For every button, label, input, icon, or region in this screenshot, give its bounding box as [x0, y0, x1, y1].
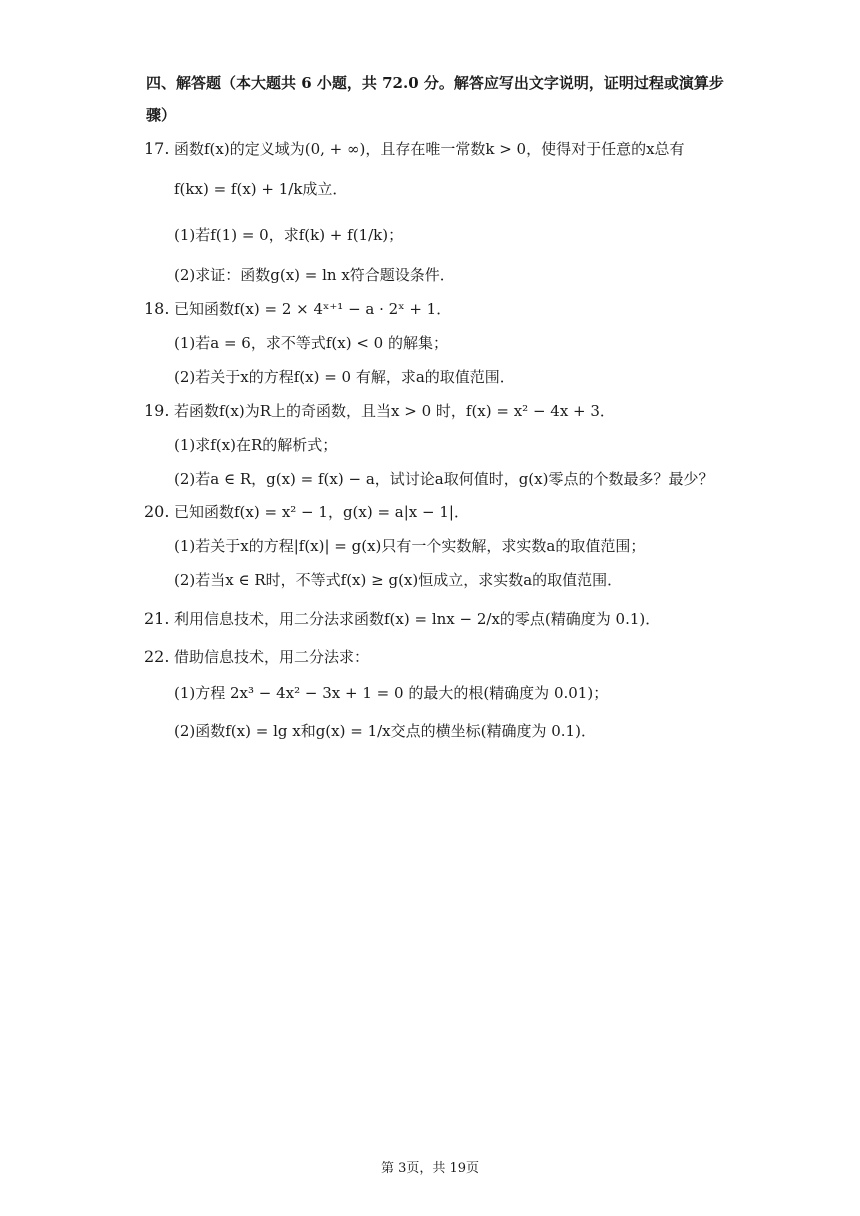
question-17-line-2: f(kx) = f(x) + 1/k成立． [174, 180, 348, 198]
question-19-line-1: 若函数f(x)为R上的奇函数，且当x > 0 时，f(x) = x² − 4x + 3． [174, 402, 615, 420]
question-22-part-1: (1)方程 2x³ − 4x² − 3x + 1 = 0 的最大的根(精确度为 0.01)； [174, 684, 609, 702]
section-heading-line2: 骤） [146, 106, 177, 124]
question-20-part-1: (1)若关于x的方程|f(x)| = g(x)只有一个实数解，求实数a的取值范围； [174, 537, 646, 555]
question-19-part-1: (1)求f(x)在R的解析式； [174, 436, 338, 454]
section-heading-line1: 四、解答题（本大题共 6 小题，共 72.0 分。解答应写出文字说明，证明过程或演算步 [146, 74, 724, 92]
question-19-part-2: (2)若a ∈ R，g(x) = f(x) − a，试讨论a取何值时，g(x)零点的个数最多？最少？ [174, 470, 714, 488]
question-22-part-2: (2)函数f(x) = lg x和g(x) = 1/x交点的横坐标(精确度为 0.1)． [174, 722, 596, 740]
question-17-part-1: (1)若f(1) = 0，求f(k) + f(1/k)； [174, 226, 404, 244]
question-22-number: 22. [144, 647, 170, 666]
question-17-part-2: (2)求证：函数g(x) = ln x符合题设条件． [174, 266, 455, 284]
question-18-number: 18. [144, 299, 170, 318]
question-20-number: 20. [144, 502, 170, 521]
question-20-part-2: (2)若当x ∈ R时，不等式f(x) ≥ g(x)恒成立，求实数a的取值范围． [174, 571, 623, 589]
question-22-line-1: 借助信息技术，用二分法求： [174, 648, 370, 666]
question-17-line-1: 函数f(x)的定义域为(0, + ∞)，且存在唯一常数k > 0，使得对于任意的x总有 [174, 140, 685, 158]
question-21-line-1: 利用信息技术，用二分法求函数f(x) = lnx − 2/x的零点(精确度为 0.1)． [174, 610, 661, 628]
question-20-line-1: 已知函数f(x) = x² − 1，g(x) = a|x − 1|． [174, 503, 469, 521]
question-18-line-1: 已知函数f(x) = 2 × 4ˣ⁺¹ − a · 2ˣ + 1． [174, 300, 452, 318]
question-17-number: 17. [144, 139, 170, 158]
question-19-number: 19. [144, 401, 170, 420]
question-18-part-1: (1)若a = 6，求不等式f(x) < 0 的解集； [174, 334, 448, 352]
page-footer: 第 3页，共 19页 [380, 1161, 480, 1176]
question-21-number: 21. [144, 609, 170, 628]
question-18-part-2: (2)若关于x的方程f(x) = 0 有解，求a的取值范围． [174, 368, 515, 386]
